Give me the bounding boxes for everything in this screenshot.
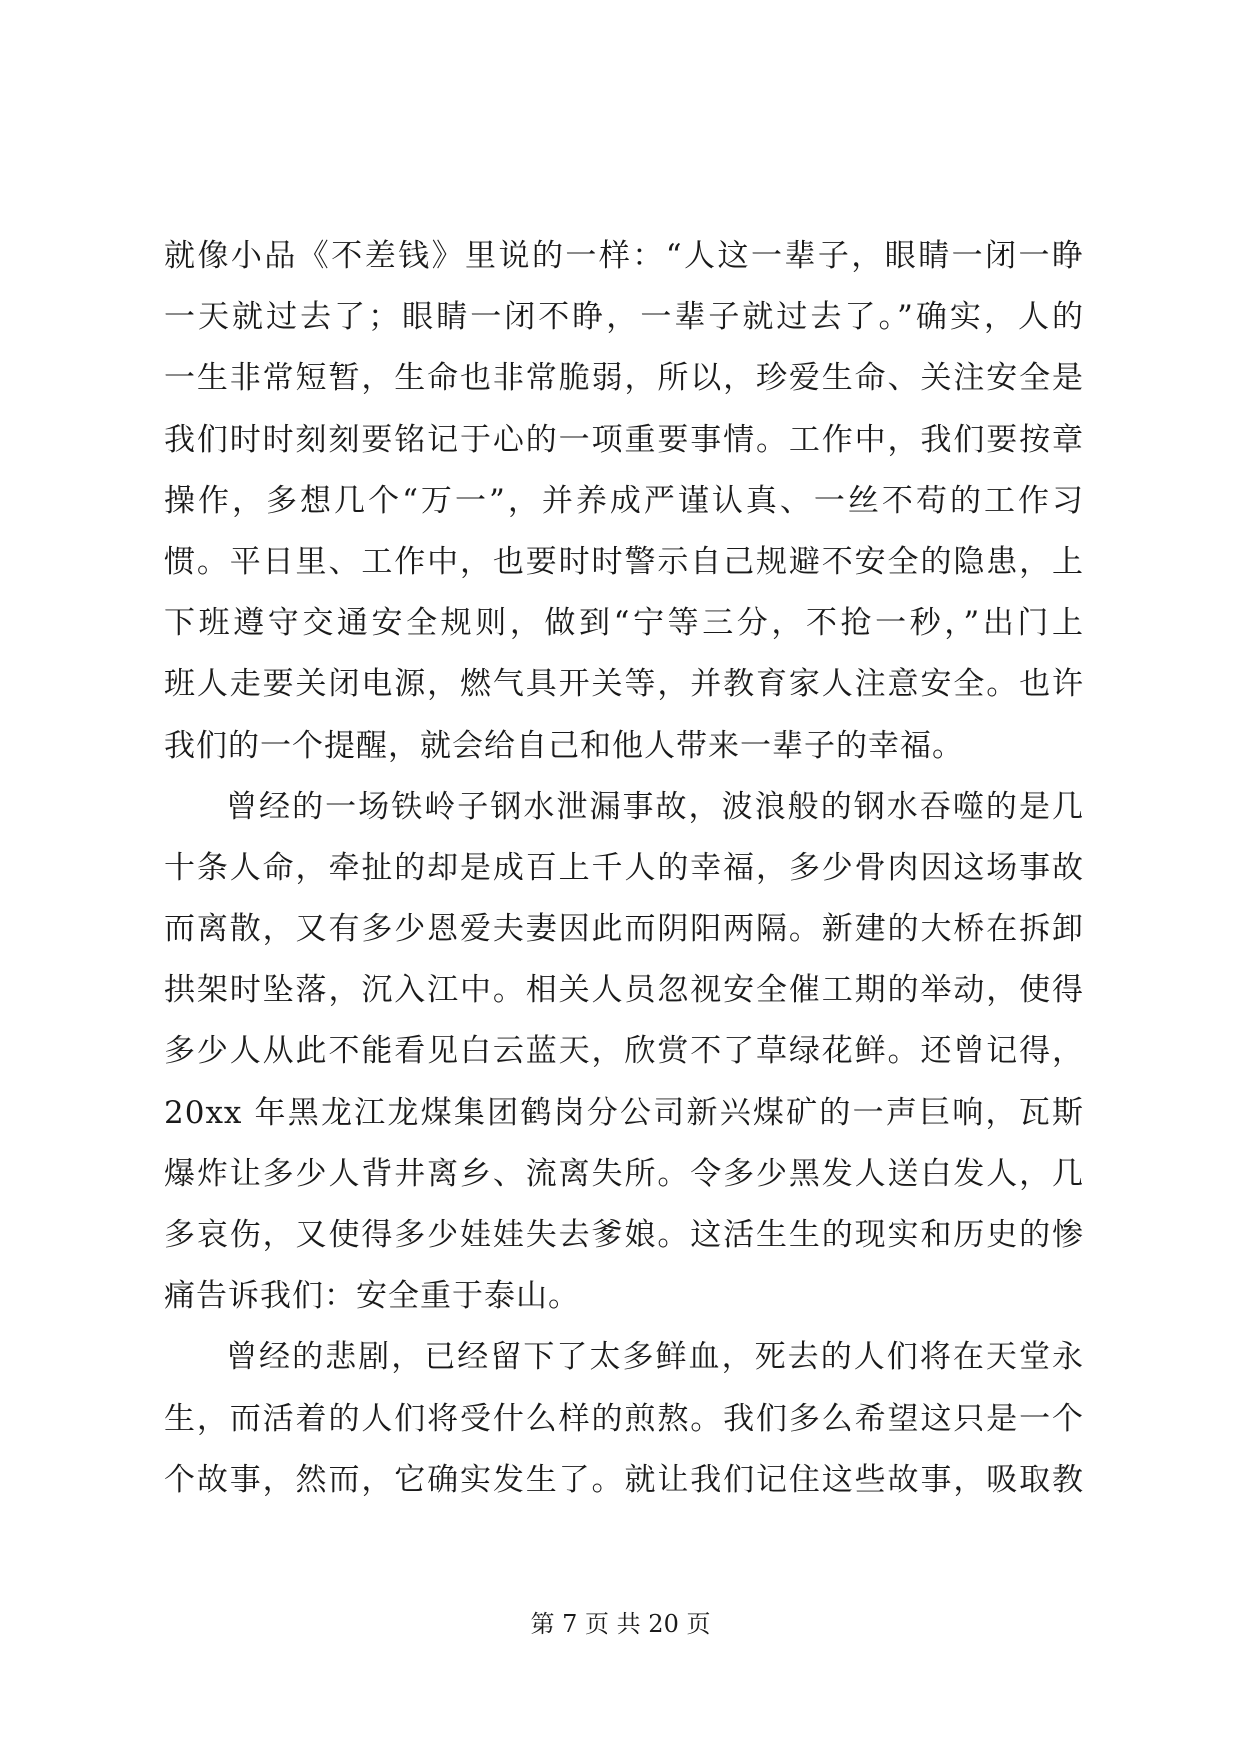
- text-line: 就像小品《不差钱》里说的一样：“人这一辈子，眼睛一闭一睁: [164, 238, 1084, 274]
- text-line: 个故事，然而，它确实发生了。就让我们记住这些故事，吸取教: [164, 1461, 1084, 1498]
- paragraph-1: [164, 226, 1084, 777]
- text-line: 我们时时刻刻要铭记于心的一项重要事情。工作中，我们要按章: [164, 421, 1084, 458]
- text-line: 一天就过去了；眼睛一闭不睁，一辈子就过去了。”确实，人的: [164, 299, 1084, 336]
- text-line: 操作，多想几个“万一”，并养成严谨认真、一丝不苟的工作习: [164, 482, 1084, 519]
- text-line: 痛告诉我们：安全重于泰山。: [164, 1278, 580, 1315]
- text-line: 惯。平日里、工作中，也要时时警示自己规避不安全的隐患，上: [164, 543, 1084, 580]
- text-line: 班人走要关闭电源，燃气具开关等，并教育家人注意安全。也许: [164, 666, 1084, 703]
- text-line: 曾经的一场铁岭子钢水泄漏事故，波浪般的钢水吞噬的是几: [226, 788, 1084, 825]
- text-line: 我们的一个提醒，就会给自己和他人带来一辈子的幸福。: [164, 727, 964, 764]
- text-line: 爆炸让多少人背井离乡、流离失所。令多少黑发人送白发人，几: [164, 1155, 1084, 1192]
- text-line: 多哀伤，又使得多少娃娃失去爹娘。这活生生的现实和历史的惨: [164, 1217, 1084, 1253]
- paragraph-2: [164, 777, 1084, 1328]
- text-line: 20xx 年黑龙江龙煤集团鹤岗分公司新兴煤矿的一声巨响，瓦斯: [164, 1094, 1084, 1131]
- text-line: 曾经的悲剧，已经留下了太多鲜血，死去的人们将在天堂永: [226, 1339, 1084, 1376]
- text-line: 而离散，又有多少恩爱夫妻因此而阴阳两隔。新建的大桥在拆卸: [164, 911, 1084, 948]
- body-text: [164, 226, 1084, 1511]
- text-line: 十条人命，牵扯的却是成百上千人的幸福，多少骨肉因这场事故: [164, 849, 1084, 886]
- text-line: 生，而活着的人们将受什么样的煎熬。我们多么希望这只是一个: [164, 1400, 1084, 1437]
- text-line: 多少人从此不能看见白云蓝天，欣赏不了草绿花鲜。还曾记得，: [164, 1033, 1084, 1070]
- paragraph-3: [164, 1327, 1084, 1511]
- text-line: 拱架时坠落，沉入江中。相关人员忽视安全催工期的举动，使得: [164, 972, 1084, 1009]
- text-line: 下班遵守交通安全规则，做到“宁等三分，不抢一秒，”出门上: [164, 605, 1084, 642]
- text-line: 一生非常短暂，生命也非常脆弱，所以，珍爱生命、关注安全是: [164, 360, 1084, 397]
- page-footer: 第 7 页 共 20 页: [530, 1610, 711, 1638]
